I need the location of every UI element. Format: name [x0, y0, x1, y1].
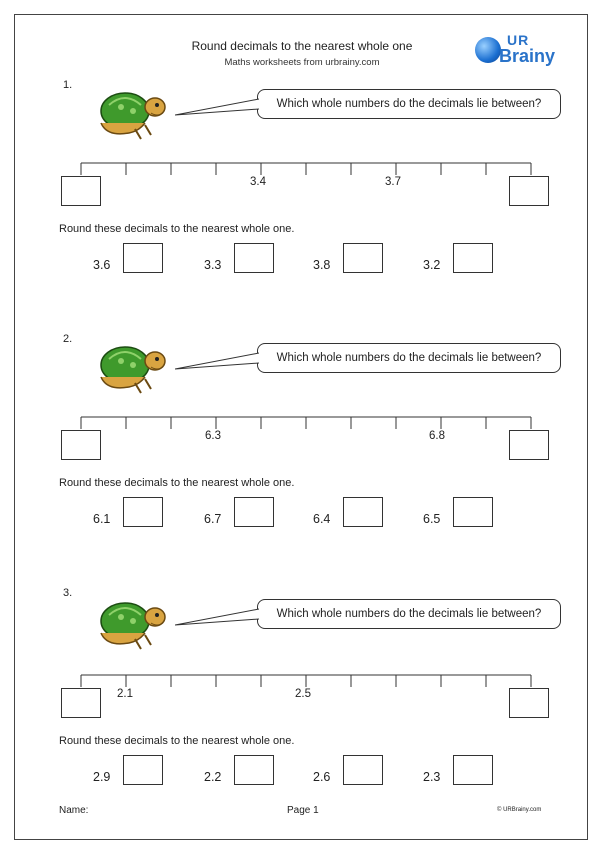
question-number: 3. [63, 587, 73, 599]
tick-label: 2.1 [117, 688, 133, 700]
number-line [15, 667, 589, 707]
rounding-answer-box[interactable] [453, 243, 493, 273]
decimal-value: 2.6 [313, 770, 331, 784]
answer-box-lower-whole[interactable] [61, 176, 101, 206]
speech-bubble [257, 599, 561, 629]
bubble-tail [175, 97, 259, 117]
bubble-tail [175, 607, 259, 627]
decimal-value: 2.2 [204, 770, 222, 784]
rounding-answer-box[interactable] [123, 755, 163, 785]
decimal-value: 6.7 [204, 512, 222, 526]
question-number: 2. [63, 333, 73, 345]
answer-box-lower-whole[interactable] [61, 688, 101, 718]
number-line [15, 409, 589, 449]
copyright-text: © URBrainy.com [497, 807, 542, 813]
decimal-value: 6.4 [313, 512, 331, 526]
page-subtitle: Maths worksheets from urbrainy.com [224, 57, 380, 68]
name-label: Name: [59, 805, 89, 816]
tick-label: 6.8 [429, 430, 445, 442]
rounding-answer-box[interactable] [123, 243, 163, 273]
decimal-value: 6.1 [93, 512, 111, 526]
decimal-value: 6.5 [423, 512, 441, 526]
turtle-icon [95, 595, 171, 651]
page-title: Round decimals to the nearest whole one [191, 39, 413, 53]
tick-label: 2.5 [295, 688, 311, 700]
decimal-value: 3.6 [93, 258, 111, 272]
instruction-text: Round these decimals to the nearest whole one. [59, 477, 295, 489]
logo-ur-text: UR [507, 32, 530, 48]
tick-label: 3.4 [250, 176, 266, 188]
rounding-answer-box[interactable] [234, 497, 274, 527]
instruction-text: Round these decimals to the nearest whole one. [59, 735, 295, 747]
turtle-icon [95, 339, 171, 395]
decimal-value: 3.8 [313, 258, 331, 272]
logo-brainy-text: Brainy [499, 46, 556, 66]
globe-icon [475, 37, 501, 63]
decimal-value: 3.3 [204, 258, 222, 272]
question-number: 1. [63, 79, 73, 91]
rounding-answer-box[interactable] [123, 497, 163, 527]
speech-bubble [257, 343, 561, 373]
instruction-text: Round these decimals to the nearest whole one. [59, 223, 295, 235]
rounding-answer-box[interactable] [343, 497, 383, 527]
answer-box-upper-whole[interactable] [509, 430, 549, 460]
urbrainy-logo [469, 31, 567, 71]
number-line [15, 155, 589, 355]
bubble-tail [175, 351, 259, 371]
turtle-icon [95, 85, 171, 141]
rounding-answer-box[interactable] [234, 243, 274, 273]
bubble-text: Which whole numbers do the decimals lie between? [276, 352, 542, 364]
rounding-answer-box[interactable] [234, 755, 274, 785]
decimal-value: 3.2 [423, 258, 441, 272]
worksheet-page [14, 14, 588, 840]
decimal-value: 2.9 [93, 770, 111, 784]
answer-box-upper-whole[interactable] [509, 176, 549, 206]
rounding-answer-box[interactable] [343, 243, 383, 273]
rounding-answer-box[interactable] [453, 497, 493, 527]
rounding-answer-box[interactable] [453, 755, 493, 785]
bubble-text: Which whole numbers do the decimals lie between? [276, 608, 542, 620]
rounding-answer-box[interactable] [343, 755, 383, 785]
page-number: Page 1 [287, 805, 319, 816]
decimal-value: 2.3 [423, 770, 441, 784]
speech-bubble [257, 89, 561, 119]
answer-box-lower-whole[interactable] [61, 430, 101, 460]
bubble-text: Which whole numbers do the decimals lie between? [276, 98, 542, 110]
answer-box-upper-whole[interactable] [509, 688, 549, 718]
tick-label: 3.7 [385, 176, 401, 188]
tick-label: 6.3 [205, 430, 221, 442]
